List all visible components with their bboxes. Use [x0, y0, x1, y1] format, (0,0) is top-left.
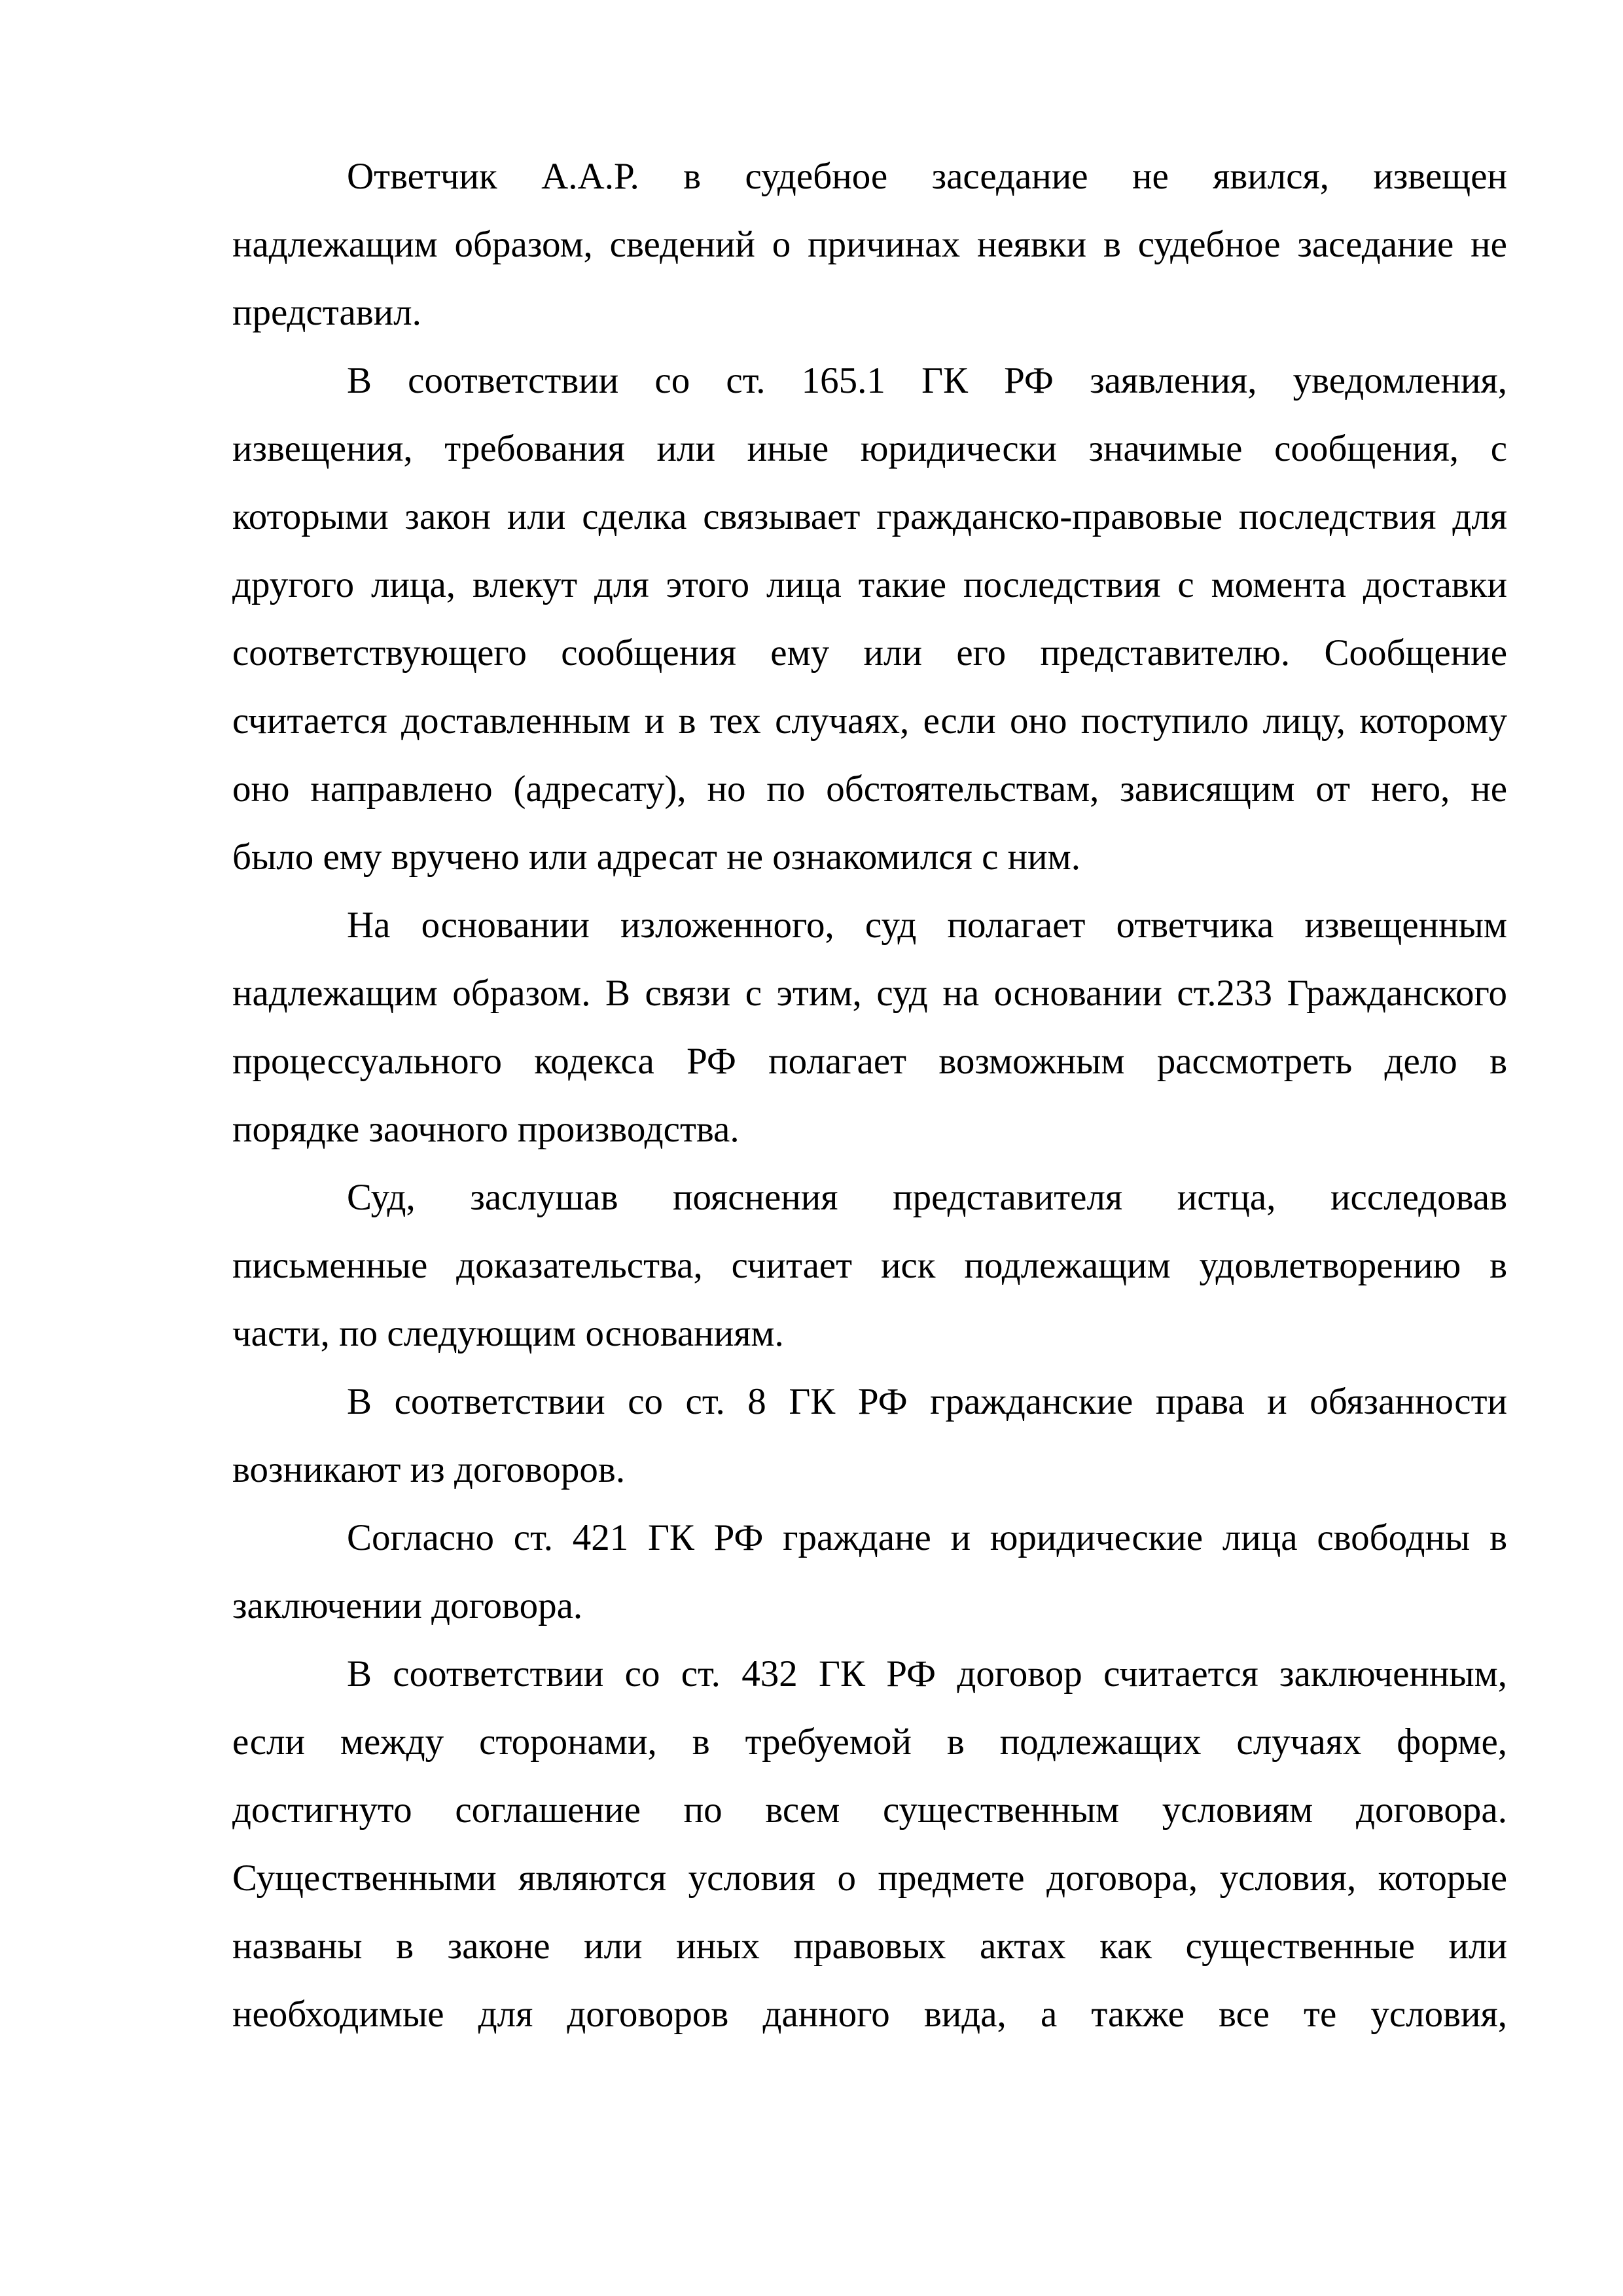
text-line: заключении договора.	[232, 1585, 583, 1626]
text-line: другого лица, влекут для этого лица такие последствия с момента доставки	[232, 564, 1507, 605]
text-line: необходимые для договоров данного вида, а также все те условия,	[232, 1994, 1507, 2035]
text-line: было ему вручено или адресат не ознакомился с ним.	[232, 836, 1080, 878]
text-line: В соответствии со ст. 432 ГК РФ договор считается заключенным,	[347, 1653, 1507, 1695]
text-line: представил.	[232, 292, 421, 333]
text-line: Согласно ст. 421 ГК РФ граждане и юридические лица свободны в	[347, 1517, 1507, 1558]
text-line: В соответствии со ст. 8 ГК РФ гражданские права и обязанности	[347, 1381, 1507, 1422]
paragraph	[232, 1504, 1507, 1640]
text-line: процессуального кодекса РФ полагает возможным рассмотреть дело в	[232, 1041, 1507, 1082]
text-line: надлежащим образом, сведений о причинах неявки в судебное заседание не	[232, 224, 1507, 265]
text-line: оно направлено (адресату), но по обстоятельствам, зависящим от него, не	[232, 768, 1507, 810]
paragraph	[232, 891, 1507, 1164]
text-line: извещения, требования или иные юридически значимые сообщения, с	[232, 428, 1507, 469]
paragraph	[232, 347, 1507, 891]
text-line: В соответствии со ст. 165.1 ГК РФ заявления, уведомления,	[347, 360, 1507, 401]
text-line: возникают из договоров.	[232, 1449, 626, 1490]
paragraph	[232, 1368, 1507, 1504]
paragraph	[232, 143, 1507, 347]
text-line: письменные доказательства, считает иск подлежащим удовлетворению в	[232, 1245, 1507, 1286]
text-line: названы в законе или иных правовых актах как существенные или	[232, 1926, 1507, 1967]
text-line: Суд, заслушав пояснения представителя истца, исследовав	[347, 1177, 1507, 1218]
text-line: достигнуто соглашение по всем существенным условиям договора.	[232, 1789, 1507, 1831]
document-text-block	[232, 143, 1507, 2049]
paragraph	[232, 1640, 1507, 2049]
text-line: которыми закон или сделка связывает гражданско-правовые последствия для	[232, 496, 1507, 537]
text-line: если между сторонами, в требуемой в подлежащих случаях форме,	[232, 1721, 1507, 1763]
text-line: Существенными являются условия о предмете договора, условия, которые	[232, 1857, 1507, 1899]
text-line: части, по следующим основаниям.	[232, 1313, 784, 1354]
text-line: На основании изложенного, суд полагает ответчика извещенным	[347, 905, 1507, 946]
text-line: надлежащим образом. В связи с этим, суд на основании ст.233 Гражданского	[232, 973, 1507, 1014]
paragraph	[232, 1164, 1507, 1368]
text-line: Ответчик А.А.Р. в судебное заседание не явился, извещен	[347, 156, 1507, 197]
text-line: порядке заочного производства.	[232, 1109, 740, 1150]
text-line: считается доставленным и в тех случаях, если оно поступило лицу, которому	[232, 700, 1507, 742]
text-line: соответствующего сообщения ему или его представителю. Сообщение	[232, 632, 1507, 673]
